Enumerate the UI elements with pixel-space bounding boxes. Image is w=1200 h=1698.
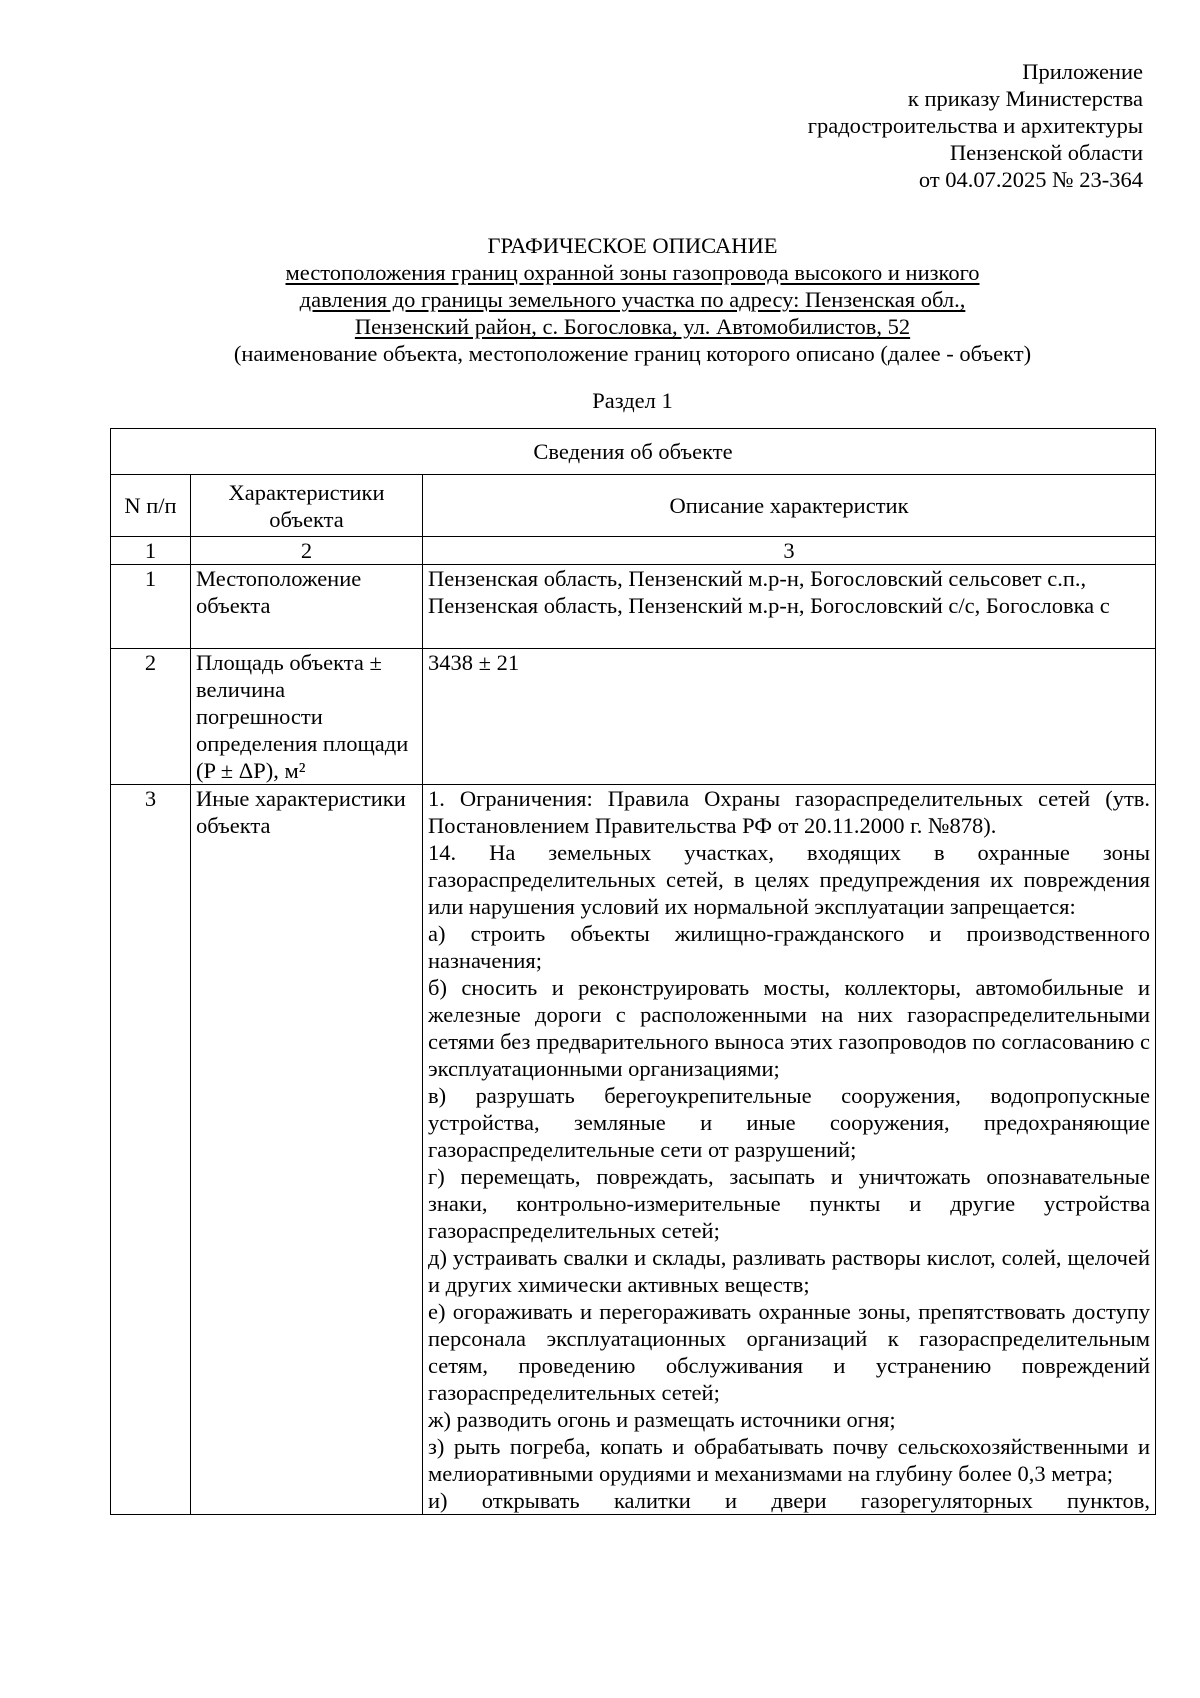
column-number: 3	[423, 537, 1156, 565]
appendix-line: к приказу Министерства	[907, 86, 1143, 111]
restriction-paragraph: г) перемещать, повреждать, засыпать и уничтожать опознавательные знаки, контрольно-измерительные пункты и другие устройства газораспределительных сетей;	[428, 1164, 1151, 1243]
column-number: 1	[111, 537, 191, 565]
row-number: 3	[111, 785, 191, 1515]
restriction-paragraph: д) устраивать свалки и склады, разливать растворы кислот, солей, щелочей и других химически активных веществ;	[428, 1245, 1151, 1297]
table-row	[111, 649, 1156, 785]
row-characteristic: Местоположение объекта	[191, 565, 423, 649]
table-row	[111, 785, 1156, 1515]
restriction-paragraph: в) разрушать берегоукрепительные сооружения, водопропускные устройства, земляные и иные сооружения, предохраняющие газораспределительные сети от разрушений;	[428, 1083, 1151, 1162]
column-header-description: Описание характеристик	[423, 475, 1156, 537]
column-header-characteristic: Характеристики объекта	[191, 475, 423, 537]
section-label: Раздел 1	[592, 388, 673, 413]
object-info-table	[110, 428, 1156, 1515]
restriction-paragraph: а) строить объекты жилищно-гражданского и производственного назначения;	[428, 921, 1151, 973]
appendix-line: градостроительства и архитектуры	[807, 113, 1143, 138]
table-header: Сведения об объекте	[111, 429, 1156, 475]
object-name-line: местоположения границ охранной зоны газопровода высокого и низкого	[285, 260, 980, 285]
column-number: 2	[191, 537, 423, 565]
object-name-line: давления до границы земельного участка по адресу: Пензенская обл.,	[299, 287, 966, 312]
document-heading: ГРАФИЧЕСКОЕ ОПИСАНИЕ	[487, 233, 778, 258]
row-description	[423, 785, 1156, 1515]
appendix-line: Пензенской области	[949, 140, 1143, 165]
appendix-line: Приложение	[1022, 59, 1143, 84]
appendix-block	[808, 58, 1143, 193]
object-caption: (наименование объекта, местоположение границ которого описано (далее - объект)	[233, 341, 1032, 366]
restriction-paragraph: з) рыть погреба, копать и обрабатывать почву сельскохозяйственными и мелиоративными орудиями и механизмами на глубину более 0,3 метра;	[428, 1434, 1151, 1486]
restriction-paragraph: 1. Ограничения: Правила Охраны газораспределительных сетей (утв. Постановлением Правительства РФ от 20.11.2000 г. №878).	[428, 786, 1151, 838]
restriction-paragraph: 14. На земельных участках, входящих в охранные зоны газораспределительных сетей, в целях предупреждения их повреждения или нарушения условий их нормальной эксплуатации запрещается:	[428, 840, 1151, 919]
row-description: Пензенская область, Пензенский м.р-н, Богословский сельсовет с.п., Пензенская область, Пензенский м.р-н, Богословский с/с, Богословка с	[423, 565, 1156, 649]
column-header-number: N п/п	[111, 475, 191, 537]
restriction-paragraph: и) открывать калитки и двери газорегуляторных пунктов,	[428, 1488, 1151, 1513]
appendix-line: от 04.07.2025 № 23-364	[918, 167, 1143, 192]
table-row	[111, 565, 1156, 649]
row-number: 2	[111, 649, 191, 785]
row-number: 1	[111, 565, 191, 649]
restriction-paragraph: ж) разводить огонь и размещать источники огня;	[428, 1407, 896, 1432]
row-description: 3438 ± 21	[423, 649, 1156, 785]
restriction-paragraph: е) огораживать и перегораживать охранные зоны, препятствовать доступу персонала эксплуатационных организаций к газораспределительным сетям, проведению обслуживания и устранению повреждений газораспределительных сетей;	[428, 1299, 1151, 1405]
title-block	[110, 232, 1155, 367]
row-characteristic: Иные характеристики объекта	[191, 785, 423, 1515]
restriction-paragraph: б) сносить и реконструировать мосты, коллекторы, автомобильные и железные дороги с расположенными на них газораспределительными сетями без предварительного выноса этих газопроводов по согласованию с эксплуатационными организациями;	[428, 975, 1151, 1081]
object-name-line: Пензенский район, с. Богословка, ул. Автомобилистов, 52	[354, 314, 911, 339]
row-characteristic: Площадь объекта ± величина погрешности определения площади (P ± ΔP), м²	[191, 649, 423, 785]
